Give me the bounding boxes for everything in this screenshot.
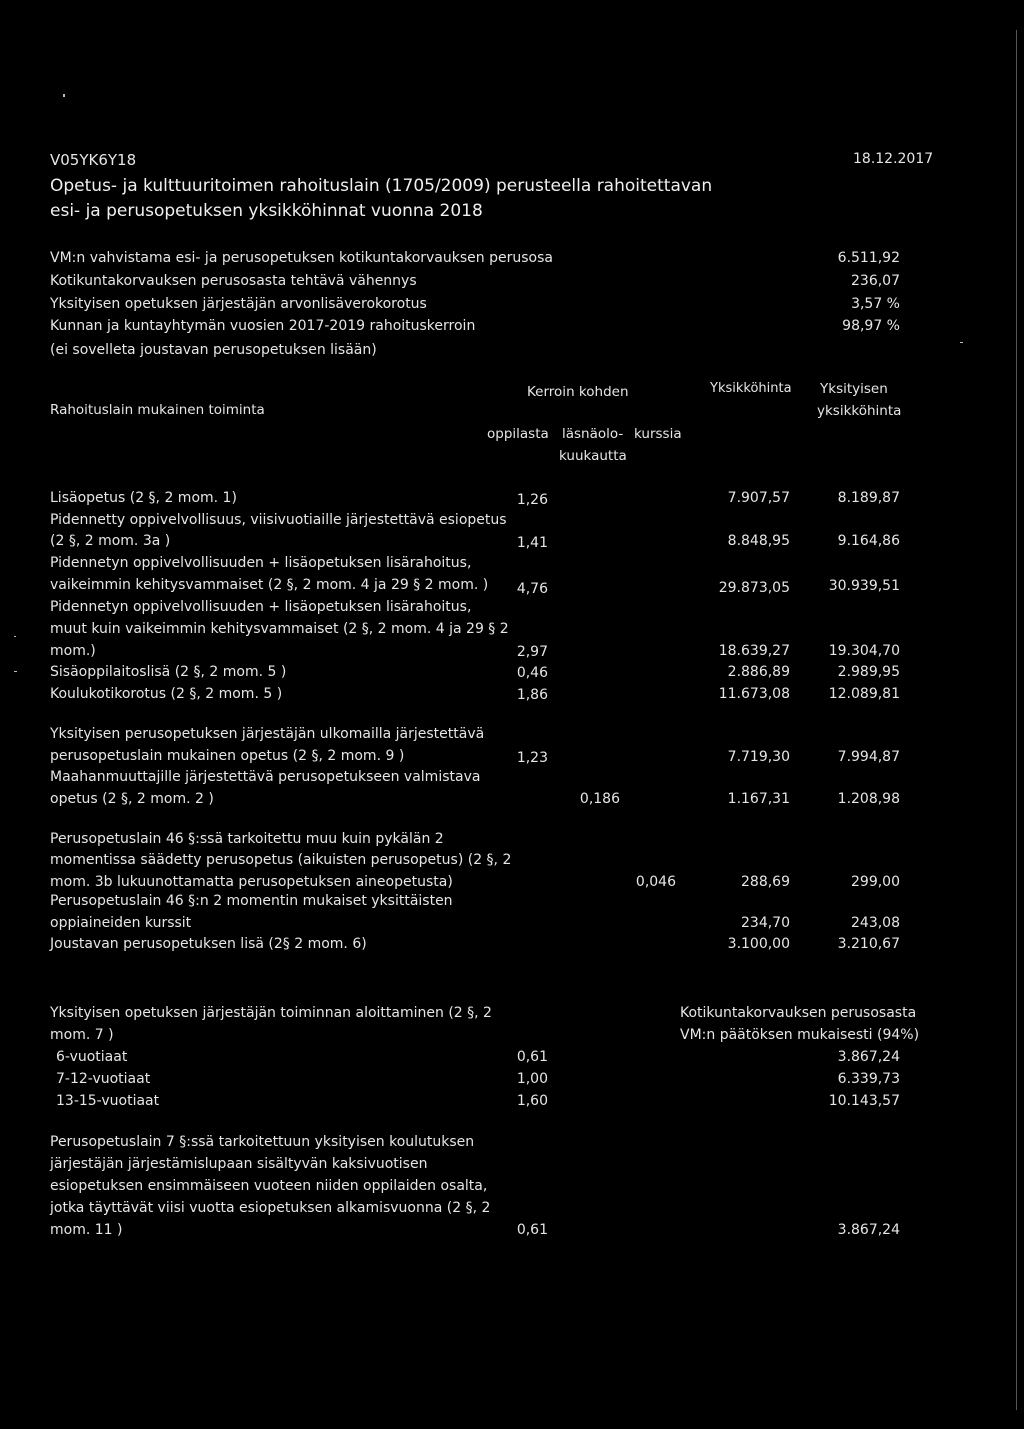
row-yksityisen: 243,08 — [851, 915, 900, 931]
header-lasnaolo: läsnäolo- — [562, 426, 624, 442]
row-label: Lisäopetus (2 §, 2 mom. 1) — [50, 490, 237, 506]
row-label: oppiaineiden kurssit — [50, 915, 192, 931]
row-label: Koulukotikorotus (2 §, 2 mom. 5 ) — [50, 686, 283, 702]
scan-speck — [63, 94, 65, 97]
row-label: (2 §, 2 mom. 3a ) — [50, 533, 171, 549]
basic-label: VM:n vahvistama esi- ja perusopetuksen kotikuntakorvauksen perusosa — [50, 250, 553, 266]
row-label: muut kuin vaikeimmin kehitysvammaiset (2 §, 2 mom. 4 ja 29 § 2 — [50, 621, 509, 637]
row-yksityisen: 2.989,95 — [837, 664, 900, 680]
row-label: vaikeimmin kehitysvammaiset (2 §, 2 mom. 4 ja 29 § 2 mom. ) — [50, 577, 489, 593]
document-title-line-1: Opetus- ja kulttuuritoimen rahoituslain (1705/2009) perusteella rahoitettavan — [50, 176, 713, 196]
row-coef-oppilasta: 0,46 — [516, 665, 548, 681]
startup-right-label: Kotikuntakorvauksen perusosasta — [680, 1005, 917, 1021]
preschool-value: 3.867,24 — [837, 1222, 900, 1238]
row-yksityisen: 3.210,67 — [837, 936, 900, 952]
row-yksityisen: 8.189,87 — [837, 490, 900, 506]
document-title-line-2: esi- ja perusopetuksen yksikköhinnat vuonna 2018 — [50, 201, 483, 221]
age-value: 3.867,24 — [837, 1049, 900, 1065]
row-label: Perusopetuslain 46 §:ssä tarkoitettu muu kuin pykälän 2 — [50, 831, 444, 847]
row-coef-oppilasta: 2,97 — [516, 644, 548, 660]
row-label: momentissa säädetty perusopetus (aikuisten perusopetus) (2 §, 2 — [50, 852, 512, 868]
age-value: 10.143,57 — [828, 1093, 900, 1109]
basic-value: 236,07 — [851, 273, 900, 289]
row-yksikkohinta: 18.639,27 — [718, 643, 790, 659]
header-yksikkohinta-2: yksikköhinta — [817, 403, 902, 419]
document-date: 18.12.2017 — [853, 151, 934, 167]
basic-note: (ei sovelleta joustavan perusopetuksen lisään) — [50, 342, 377, 358]
startup-label: mom. 7 ) — [50, 1027, 114, 1043]
row-coef-oppilasta: 1,23 — [516, 750, 548, 766]
row-yksikkohinta: 7.907,57 — [727, 490, 790, 506]
header-oppilasta: oppilasta — [487, 426, 549, 442]
preschool-label: esiopetuksen ensimmäiseen vuoteen niiden oppilaiden osalta, — [50, 1178, 488, 1194]
basic-value: 98,97 % — [842, 318, 900, 334]
header-yksityisen: Yksityisen — [820, 381, 888, 397]
basic-label: Kotikuntakorvauksen perusosasta tehtävä vähennys — [50, 273, 417, 289]
preschool-label: jotka täyttävät viisi vuotta esiopetuksen alkamisvuonna (2 §, 2 — [50, 1200, 491, 1216]
basic-value: 6.511,92 — [837, 250, 900, 266]
preschool-label: järjestäjän järjestämislupaan sisältyvän kaksivuotisen — [50, 1156, 428, 1172]
row-label: Maahanmuuttajille järjestettävä perusopetukseen valmistava — [50, 769, 481, 785]
row-label: Pidennetyn oppivelvollisuuden + lisäopetuksen lisärahoitus, — [50, 599, 472, 615]
age-label: 7-12-vuotiaat — [56, 1071, 151, 1087]
row-label: Yksityisen perusopetuksen järjestäjän ulkomailla järjestettävä — [50, 726, 485, 742]
age-coef: 0,61 — [516, 1049, 548, 1065]
startup-label: Yksityisen opetuksen järjestäjän toiminnan aloittaminen (2 §, 2 — [50, 1005, 492, 1021]
row-label: mom.) — [50, 643, 96, 659]
row-coef-oppilasta: 1,41 — [516, 535, 548, 551]
row-yksityisen: 12.089,81 — [828, 686, 900, 702]
row-yksikkohinta: 29.873,05 — [718, 580, 790, 596]
basic-label: Yksityisen opetuksen järjestäjän arvonlisäverokorotus — [50, 296, 427, 312]
row-yksikkohinta: 11.673,08 — [718, 686, 790, 702]
age-value: 6.339,73 — [837, 1071, 900, 1087]
header-kerroin-kohden: Kerroin kohden — [527, 384, 629, 400]
row-coef-oppilasta: 4,76 — [516, 581, 548, 597]
row-yksikkohinta: 8.848,95 — [727, 533, 790, 549]
row-yksikkohinta: 2.886,89 — [727, 664, 790, 680]
row-yksityisen: 299,00 — [851, 874, 900, 890]
row-yksityisen: 9.164,86 — [837, 533, 900, 549]
row-coef-oppilasta: 1,26 — [516, 492, 548, 508]
row-label: Joustavan perusopetuksen lisä (2§ 2 mom. 6) — [50, 936, 367, 952]
scan-speck — [960, 342, 963, 343]
row-coef-lasnaolo: 0,186 — [579, 791, 620, 807]
age-coef: 1,00 — [516, 1071, 548, 1087]
scan-edge-line — [1016, 30, 1017, 1410]
header-yksikkohinta: Yksikköhinta — [710, 381, 792, 396]
preschool-coef: 0,61 — [516, 1222, 548, 1238]
row-coef-oppilasta: 1,86 — [516, 687, 548, 703]
scan-speck — [14, 671, 17, 672]
basic-value: 3,57 % — [851, 296, 900, 312]
preschool-label: mom. 11 ) — [50, 1222, 123, 1238]
row-yksityisen: 30.939,51 — [828, 578, 900, 594]
startup-right-label: VM:n päätöksen mukaisesti (94%) — [680, 1027, 920, 1043]
preschool-label: Perusopetuslain 7 §:ssä tarkoitettuun yksityisen koulutuksen — [50, 1134, 475, 1150]
row-yksikkohinta: 3.100,00 — [727, 936, 790, 952]
row-yksityisen: 7.994,87 — [837, 749, 900, 765]
row-coef-kurssia: 0,046 — [635, 874, 676, 890]
row-label: Sisäoppilaitoslisä (2 §, 2 mom. 5 ) — [50, 664, 287, 680]
document-code: V05YK6Y18 — [50, 151, 137, 169]
header-kurssia: kurssia — [634, 426, 682, 442]
row-label: mom. 3b lukuunottamatta perusopetuksen aineopetusta) — [50, 874, 453, 890]
row-label: Pidennetty oppivelvollisuus, viisivuotiaille järjestettävä esiopetus — [50, 512, 507, 528]
header-activity: Rahoituslain mukainen toiminta — [50, 402, 265, 418]
row-label: opetus (2 §, 2 mom. 2 ) — [50, 791, 214, 807]
row-yksikkohinta: 234,70 — [741, 915, 790, 931]
row-label: Pidennetyn oppivelvollisuuden + lisäopetuksen lisärahoitus, — [50, 555, 472, 571]
row-label: perusopetuslain mukainen opetus (2 §, 2 mom. 9 ) — [50, 748, 405, 764]
age-coef: 1,60 — [516, 1093, 548, 1109]
age-label: 13-15-vuotiaat — [56, 1093, 160, 1109]
row-yksikkohinta: 7.719,30 — [727, 749, 790, 765]
row-yksityisen: 1.208,98 — [837, 791, 900, 807]
row-yksityisen: 19.304,70 — [828, 643, 900, 659]
scan-speck — [14, 636, 16, 637]
row-yksikkohinta: 1.167,31 — [727, 791, 790, 807]
header-kuukautta: kuukautta — [559, 448, 627, 464]
row-yksikkohinta: 288,69 — [741, 874, 790, 890]
age-label: 6-vuotiaat — [56, 1049, 128, 1065]
basic-label: Kunnan ja kuntayhtymän vuosien 2017-2019 rahoituskerroin — [50, 318, 476, 334]
row-label: Perusopetuslain 46 §:n 2 momentin mukaiset yksittäisten — [50, 893, 453, 909]
